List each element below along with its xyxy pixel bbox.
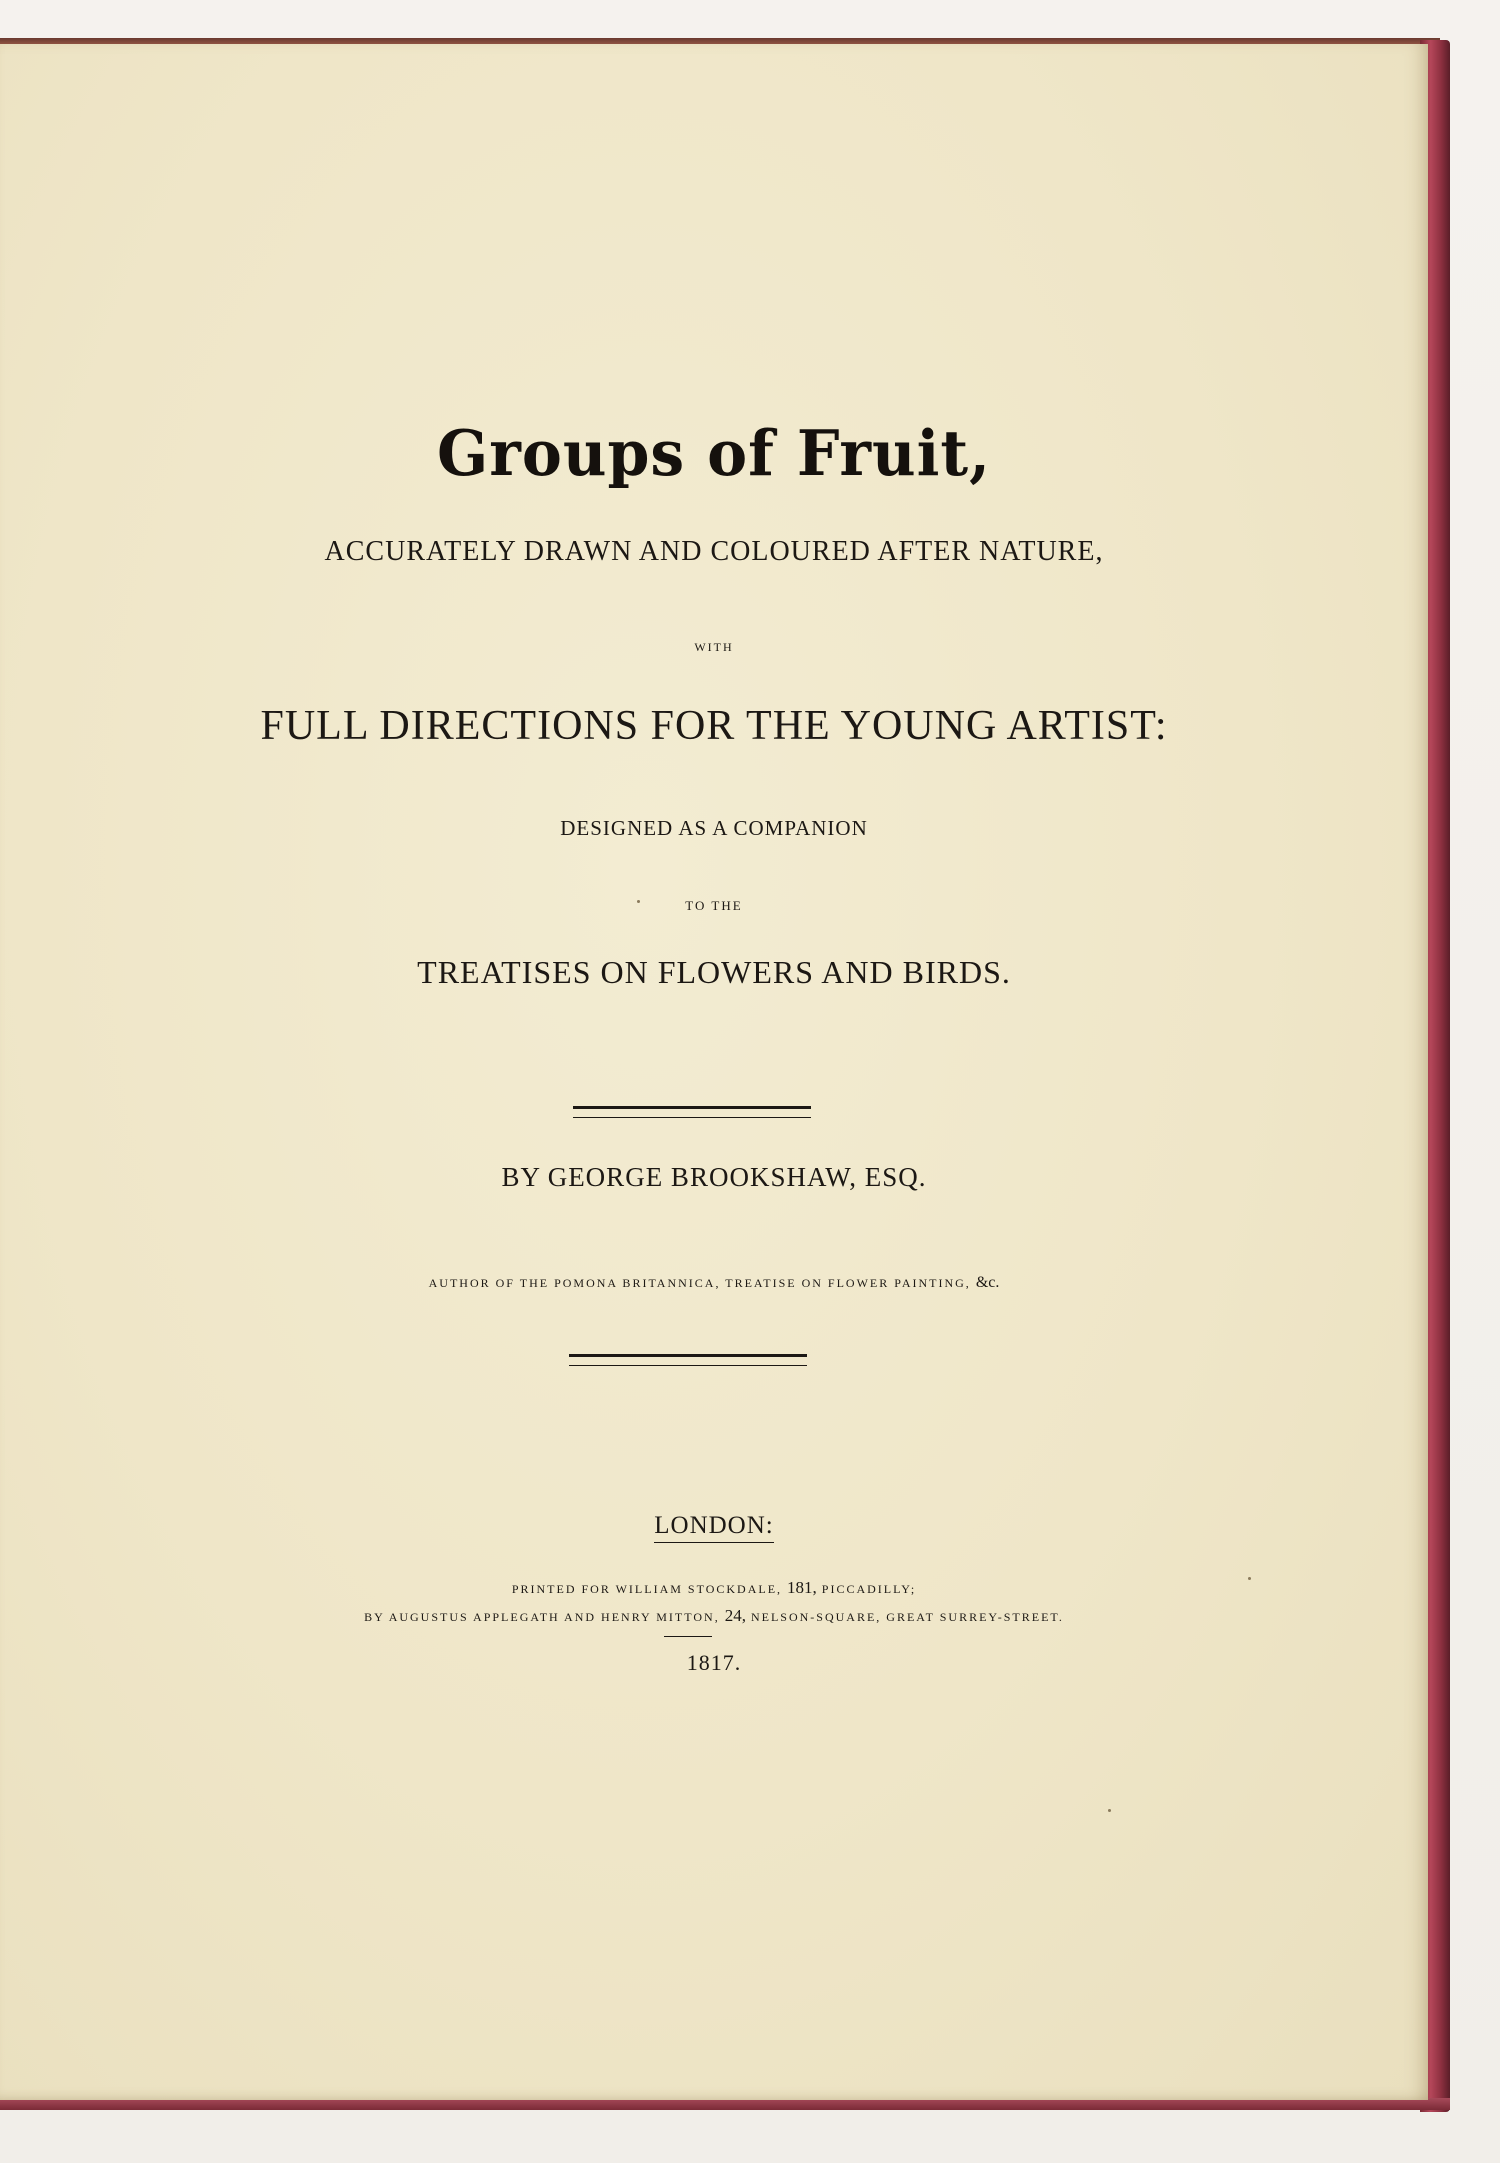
paper-speck: [637, 900, 640, 903]
imprint-city-line: [0, 1512, 1428, 1543]
printed-for-number: 181,: [787, 1578, 817, 1597]
printed-for-text: PRINTED FOR WILLIAM STOCKDALE,: [511, 1582, 783, 1596]
subtitle: ACCURATELY DRAWN AND COLOURED AFTER NATURE,: [324, 536, 1104, 567]
author-credits: [0, 1274, 1428, 1292]
printed-by-line: [0, 1606, 1428, 1626]
paper-speck: [1248, 1577, 1251, 1580]
author-line: BY GEORGE BROOKSHAW, ESQ.: [501, 1162, 927, 1192]
short-rule: [664, 1636, 712, 1637]
printed-by-address: NELSON-SQUARE, GREAT SURREY-STREET.: [750, 1610, 1064, 1624]
printed-by-text: BY AUGUSTUS APPLEGATH AND HENRY MITTON,: [364, 1610, 720, 1624]
printed-for-street: PICCADILLY;: [821, 1582, 917, 1596]
book-title: Groups of Fruit,: [436, 417, 991, 491]
double-rule-bottom: [569, 1354, 807, 1366]
main-heading: FULL DIRECTIONS FOR THE YOUNG ARTIST:: [260, 703, 1168, 749]
double-rule-top: [573, 1106, 811, 1118]
author-credits-text: AUTHOR OF THE POMONA BRITANNICA, TREATISE ON FLOWER PAINTING,: [428, 1276, 971, 1290]
with-line: WITH: [694, 640, 734, 654]
publication-year: 1817.: [686, 1650, 742, 1675]
printed-for-line: [0, 1578, 1428, 1598]
title-page: [0, 44, 1428, 2100]
treatises-heading: TREATISES ON FLOWERS AND BIRDS.: [417, 954, 1011, 990]
to-the-line: TO THE: [685, 898, 743, 913]
printed-by-number: 24,: [724, 1606, 746, 1625]
imprint-city: LONDON:: [654, 1512, 774, 1543]
designed-line: DESIGNED AS A COMPANION: [560, 816, 868, 840]
author-credits-etc: &c.: [975, 1274, 1000, 1291]
paper-speck: [1108, 1809, 1111, 1812]
